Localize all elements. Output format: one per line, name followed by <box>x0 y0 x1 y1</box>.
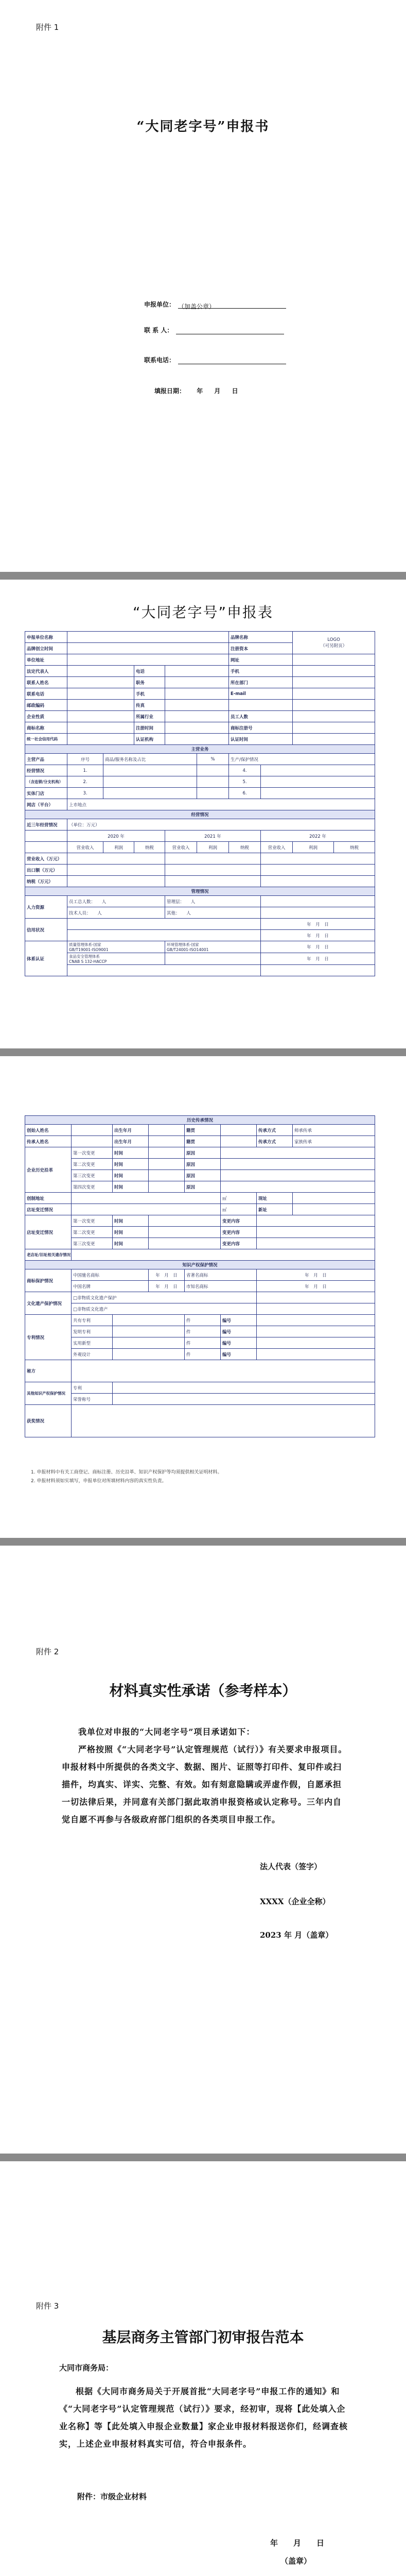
application-form-table: 申报单位名称 品牌名称 LOGO （可另附页） 品牌创立时间 注册资本 单位地址 网址 法定代表人 电话 手机 联系人姓名 职务 所在部门 联系电话 手机 E-mail 邮政编码 传真 企业性质 所属行业 员工人数 商标名称 注册时间 商标注册号 统一社会信用代码 认证机构 认证时间 主营业务 主营产品 序号 商品/服务名称及占比 % 生产/保护情况 经营情况 1. 4. （含连锁/分支机构） 2. 5. 实体门店 3. 6. 网店（平台） 上市地点 经营情况 近三年经营情况 （单位：万元） 2020 年 2021 年 2022 年 营业收入 利润 纳税 营业收入 利润 纳税 营业收入 利润 纳税 营业收入（万元） 出口额（万元） 纳税（万元） 管理情况 人力资源 员工总人数： 人 管理层： 人 技术人员： 人 其他： 人 信用状况 年 月 日 年 月 日 体系认证 质量管理体系-国家 GB/T19001-ISO9001 环境管理体系-国家 GB/T24001-ISO14001 年 月 日 食品安全管理体系 CNAB S 132-HACCP 年 月 日 <box>25 631 375 976</box>
annex-label: 附件 3 <box>36 2301 59 2311</box>
signature-company: XXXX（企业全称） <box>260 1897 330 1906</box>
review-body: 根据《大同市商务局关于开展首批“大同老字号”申报工作的通知》和《“大同老字号”认定管理规范（试行）》要求，经初审，现将【此处填入企业名称】等【此处填入申报企业数量】家企业申报材料报送你们，经调查核实，上述企业申报材料真实可信，符合申报条件。 <box>59 2386 348 2449</box>
annex-label: 附件 2 <box>36 1647 59 1656</box>
signature-date: 2023 年 月（盖章） <box>260 1930 333 1940</box>
promise-page <box>0 1546 406 2154</box>
review-stamp: （盖章） <box>280 2556 312 2566</box>
contact-field: 联 系 人： <box>144 326 284 334</box>
attachment-note: 附件：市级企业材料 <box>77 2492 147 2501</box>
form-title: “大同老字号”申报表 <box>132 604 273 621</box>
cover-page <box>0 0 406 572</box>
signature-legal: 法人代表（签字） <box>260 1862 322 1871</box>
annex-label: 附件 1 <box>36 23 59 32</box>
applicant-field: 申报单位： （加盖公章） <box>144 300 286 309</box>
salutation: 大同市商务局： <box>59 2363 114 2372</box>
form-page-2 <box>0 1056 406 1538</box>
promise-title: 材料真实性承诺（参考样本） <box>109 1682 297 1699</box>
review-page <box>0 2161 406 2576</box>
history-ip-table: 历史传承情况 创始人姓名 出生年月 籍贯 传承方式 师承传承 传承人姓名 出生年月 籍贯 传承方式 家族传承 企业历史沿革 第一次变更 时间 原因 第二次变更 时间 原因 第三次变更 时间 原因 第四次变更 时间 原因 创制地址 ㎡ 现址 店址变迁情况 ㎡ 新址 店址变迁情况 第一次变更 时间 变更内容 第二次变更 时间 变更内容 第三次变更 时间 变更内容 老店址/旧址相关遗存情况 知识产权保护情况 商标保护情况 中国驰名商标 年 月 日 省著名商标 年 月 日 中国名牌 年 月 日 市知名商标 年 月 日 文化遗产保护情况 □非物质文化遗产保护 □非物质文化遗产 专利情况 共有专利 件 编号 发明专利 件 编号 实用新型 件 编号 外观设计 件 编号 秘方 其他知识产权保护情况 专利 荣誉称号 获奖情况 <box>25 1115 375 1437</box>
promise-body: 我单位对申报的“大同老字号”项目承诺如下： 严格按照《“大同老字号”认定管理规范（试行）》有关要求申报项目。申报材料中所提供的各类文字、数据、图片、证照等打印件、复印件或扫描件，均真实、详实、完整、有效。如有刻意隐瞒或弄虚作假，自愿承担一切法律后果，并同意有关部门据此取消申报资格或认定称号。三年内自觉自愿不再参与各级政府部门组织的各类项目申报工作。 <box>62 1727 347 1824</box>
review-title: 基层商务主管部门初审报告范本 <box>102 2329 304 2346</box>
phone-field: 联系电话： <box>144 355 286 364</box>
review-date: 年 月 日 <box>270 2538 325 2548</box>
cover-title: “大同老字号”申报书 <box>136 119 270 134</box>
date-field: 填报日期： 年 月 日 <box>154 387 238 395</box>
form-page-1 <box>0 580 406 1048</box>
form-notes: 1. 申报材料中有关工商登记、商标注册、历史沿革、知识产权保护等均须提供相关证明材料。 2. 申报材料须如实填写，申报单位对所填材料内容的真实性负责。 <box>31 1470 222 1484</box>
